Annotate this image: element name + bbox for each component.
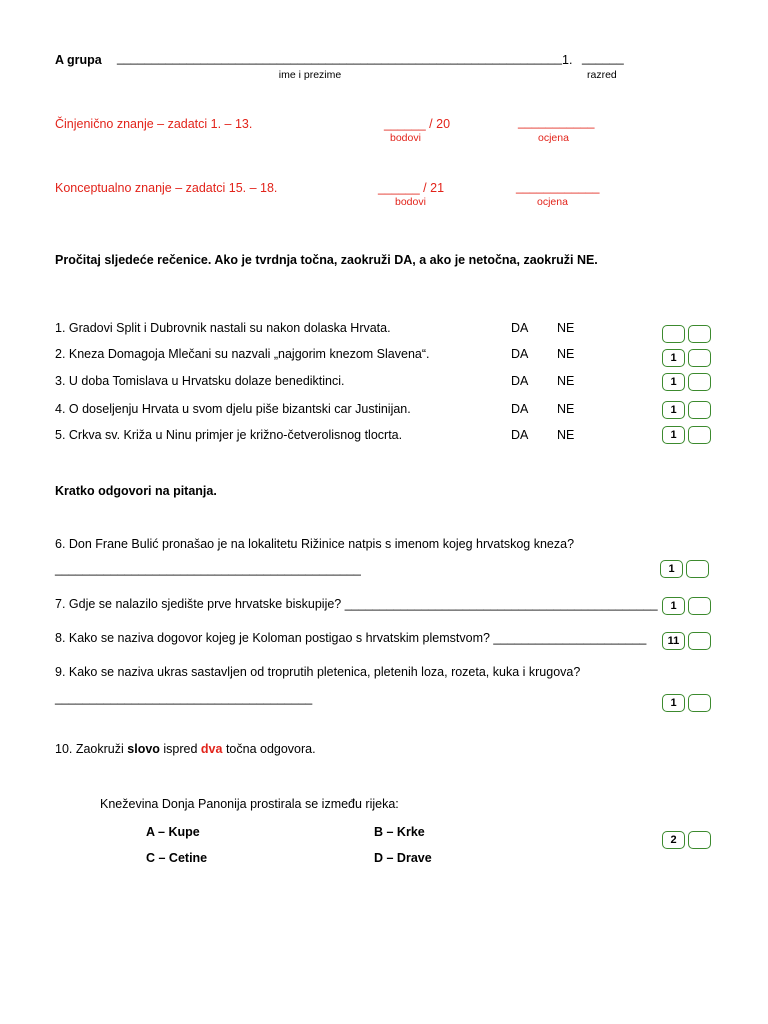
section2-instruction: Kratko odgovori na pitanja. — [55, 484, 217, 498]
score-points-caption: bodovi — [395, 196, 426, 208]
question-text: 1. Gradovi Split i Dubrovnik nastali su nakon dolaska Hrvata. — [55, 321, 391, 335]
option-d[interactable]: D – Drave — [374, 851, 432, 865]
answer-no[interactable]: NE — [557, 428, 575, 442]
question-text: 3. U doba Tomislava u Hrvatsku dolaze benediktinci. — [55, 374, 345, 388]
points-box: 1 — [662, 597, 685, 615]
score-box[interactable] — [688, 831, 711, 849]
score-grade-caption: ocjena — [537, 196, 568, 208]
q10-emphasis-dva: dva — [200, 742, 223, 756]
class-caption: razred — [587, 69, 617, 81]
question-8-text[interactable]: 8. Kako se naziva dogovor kojeg je Koloman postigao s hrvatskim plemstvom? ______________________ — [55, 631, 647, 645]
score-points-conceptual[interactable]: ______ / 21 — [378, 181, 445, 195]
score-box[interactable] — [688, 632, 711, 650]
name-caption: ime i prezime — [278, 69, 342, 81]
question-text: 4. O doseljenju Hrvata u svom djelu piše bizantski car Justinijan. — [55, 402, 411, 416]
answer-yes[interactable]: DA — [511, 347, 529, 361]
question-10-prompt: Kneževina Donja Panonija prostirala se između rijeka: — [100, 797, 399, 811]
score-grade-caption: ocjena — [538, 132, 569, 144]
points-box: 1 — [660, 560, 683, 578]
points-box — [662, 325, 685, 343]
answer-no[interactable]: NE — [557, 321, 575, 335]
question-6-text: 6. Don Frane Bulić pronašao je na lokalitetu Rižinice natpis s imenom kojeg hrvatskog kneza? — [55, 537, 575, 551]
class-number: 1. — [562, 53, 573, 67]
class-line[interactable]: ______ — [582, 51, 624, 65]
score-points-caption: bodovi — [390, 132, 421, 144]
question-text: 2. Kneza Domagoja Mlečani su nazvali „najgorim knezom Slavena“. — [55, 347, 430, 361]
question-7-text[interactable]: 7. Gdje se nalazilo sjedište prve hrvatske biskupije? _____________________________________________ — [55, 597, 658, 611]
points-box: 1 — [662, 426, 685, 444]
question-6-answer-line[interactable]: ____________________________________________ — [55, 562, 361, 576]
group-label: A grupa — [55, 53, 102, 67]
score-points-factual[interactable]: ______ / 20 — [384, 117, 451, 131]
points-box: 2 — [662, 831, 685, 849]
answer-no[interactable]: NE — [557, 402, 575, 416]
q10-middle: ispred — [159, 742, 201, 756]
score-grade-factual[interactable]: ___________ — [518, 115, 595, 129]
q10-prefix: 10. Zaokruži — [55, 742, 128, 756]
points-box: 1 — [662, 694, 685, 712]
section1-instruction: Pročitaj sljedeće rečenice. Ako je tvrdnja točna, zaokruži DA, a ako je netočna, zaokruži NE. — [55, 253, 598, 267]
score-label-factual: Činjenično znanje – zadatci 1. – 13. — [55, 117, 253, 131]
score-box[interactable] — [688, 325, 711, 343]
answer-no[interactable]: NE — [557, 347, 575, 361]
answer-yes[interactable]: DA — [511, 321, 529, 335]
answer-yes[interactable]: DA — [511, 402, 529, 416]
score-grade-conceptual[interactable]: ____________ — [516, 180, 600, 194]
q10-emphasis-slovo: slovo — [127, 742, 160, 756]
points-box: 1 — [662, 401, 685, 419]
score-box[interactable] — [688, 694, 711, 712]
question-9-answer-line[interactable]: _____________________________________ — [55, 691, 313, 705]
answer-yes[interactable]: DA — [511, 428, 529, 442]
points-box: 1 — [662, 373, 685, 391]
score-box[interactable] — [688, 349, 711, 367]
answer-yes[interactable]: DA — [511, 374, 529, 388]
question-10-text — [55, 742, 316, 756]
score-box[interactable] — [688, 597, 711, 615]
q10-suffix: točna odgovora. — [222, 742, 316, 756]
points-box: 1 — [662, 349, 685, 367]
question-9-text: 9. Kako se naziva ukras sastavljen od troprutih pletenica, pletenih loza, rozeta, kuka i krugova? — [55, 665, 581, 679]
score-box[interactable] — [688, 401, 711, 419]
score-label-conceptual: Konceptualno znanje – zadatci 15. – 18. — [55, 181, 278, 195]
score-box[interactable] — [688, 426, 711, 444]
name-line[interactable]: ________________________________________________________________ — [117, 51, 562, 65]
answer-no[interactable]: NE — [557, 374, 575, 388]
score-box[interactable] — [686, 560, 709, 578]
score-box[interactable] — [688, 373, 711, 391]
question-text: 5. Crkva sv. Križa u Ninu primjer je križno-četverolisnog tlocrta. — [55, 428, 403, 442]
option-b[interactable]: B – Krke — [374, 825, 425, 839]
option-c[interactable]: C – Cetine — [146, 851, 208, 865]
option-a[interactable]: A – Kupe — [146, 825, 200, 839]
points-box: 11 — [662, 632, 685, 650]
